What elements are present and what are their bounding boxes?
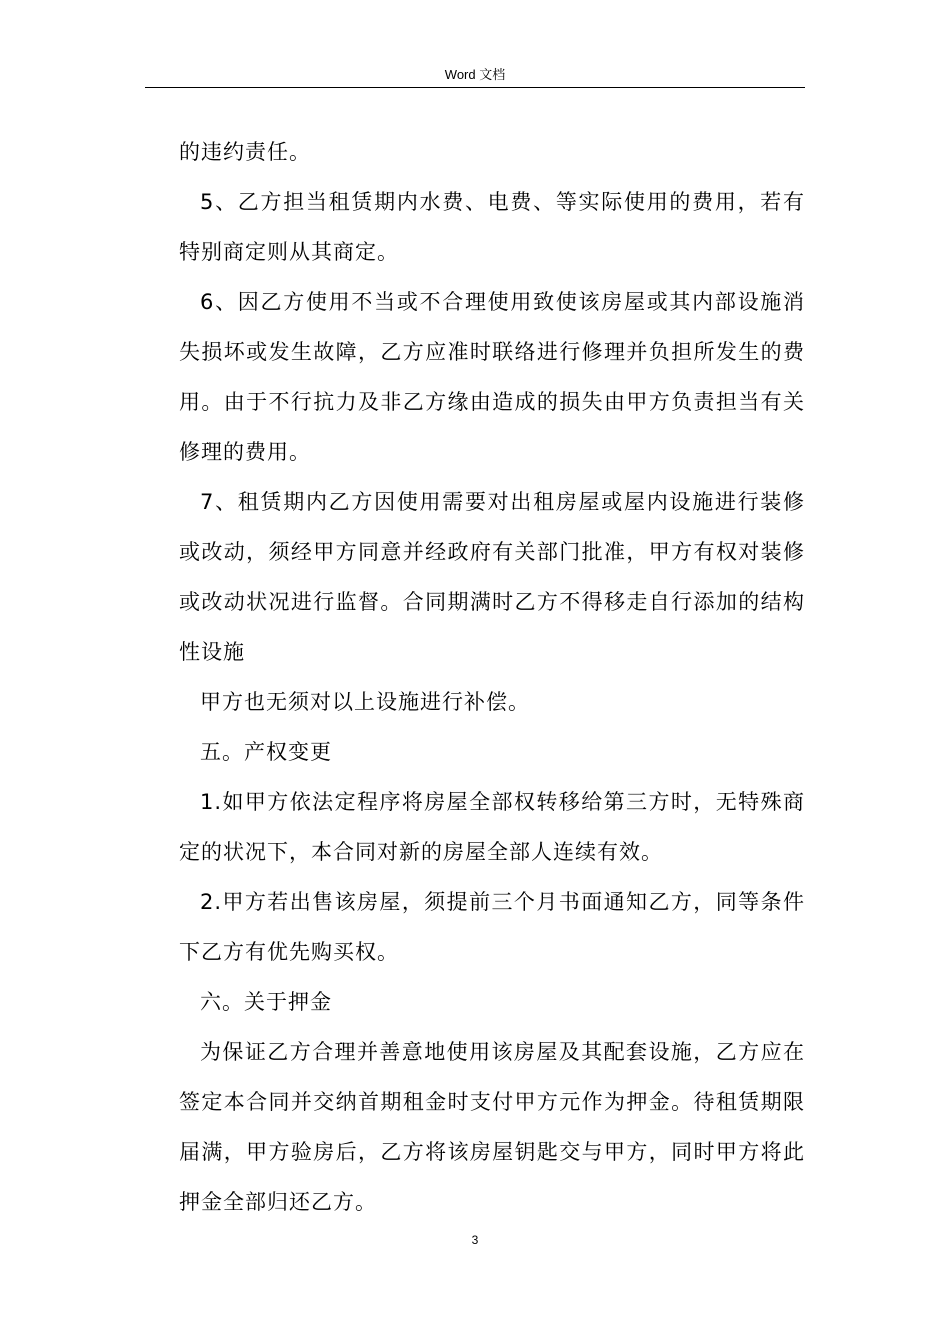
page-header: Word 文档 <box>444 67 506 82</box>
paragraph: 5、乙方担当租赁期内水费、电费、等实际使用的费用，若有特别商定则从其商定。 <box>179 190 805 264</box>
paragraph: 7、租赁期内乙方因使用需要对出租房屋或屋内设施进行装修或改动，须经甲方同意并经政府有关部门批准，甲方有权对装修或改动状况进行监督。合同期满时乙方不得移走自行添加的结构性设施 <box>179 490 805 664</box>
paragraph: 6、因乙方使用不当或不合理使用致使该房屋或其内部设施消失损坏或发生故障，乙方应准时联络进行修理并负担所发生的费用。由于不行抗力及非乙方缘由造成的损失由甲方负责担当有关修理的费用。 <box>179 290 805 464</box>
paragraph: 甲方也无须对以上设施进行补偿。 <box>200 690 530 714</box>
paragraph: 的违约责任。 <box>179 140 311 164</box>
header-rule <box>145 87 805 88</box>
paragraph: 1.如甲方依法定程序将房屋全部权转移给第三方时，无特殊商定的状况下，本合同对新的房屋全部人连续有效。 <box>179 790 805 864</box>
paragraph: 为保证乙方合理并善意地使用该房屋及其配套设施，乙方应在签定本合同并交纳首期租金时支付甲方元作为押金。待租赁期限届满，甲方验房后，乙方将该房屋钥匙交与甲方，同时甲方将此押金全部归还乙方。 <box>179 1040 805 1214</box>
section-heading: 六。关于押金 <box>200 990 332 1014</box>
page-number: 3 <box>471 1233 479 1247</box>
section-heading: 五。产权变更 <box>200 740 332 764</box>
paragraph: 2.甲方若出售该房屋，须提前三个月书面通知乙方，同等条件下乙方有优先购买权。 <box>179 890 805 964</box>
document-body <box>179 127 805 1227</box>
